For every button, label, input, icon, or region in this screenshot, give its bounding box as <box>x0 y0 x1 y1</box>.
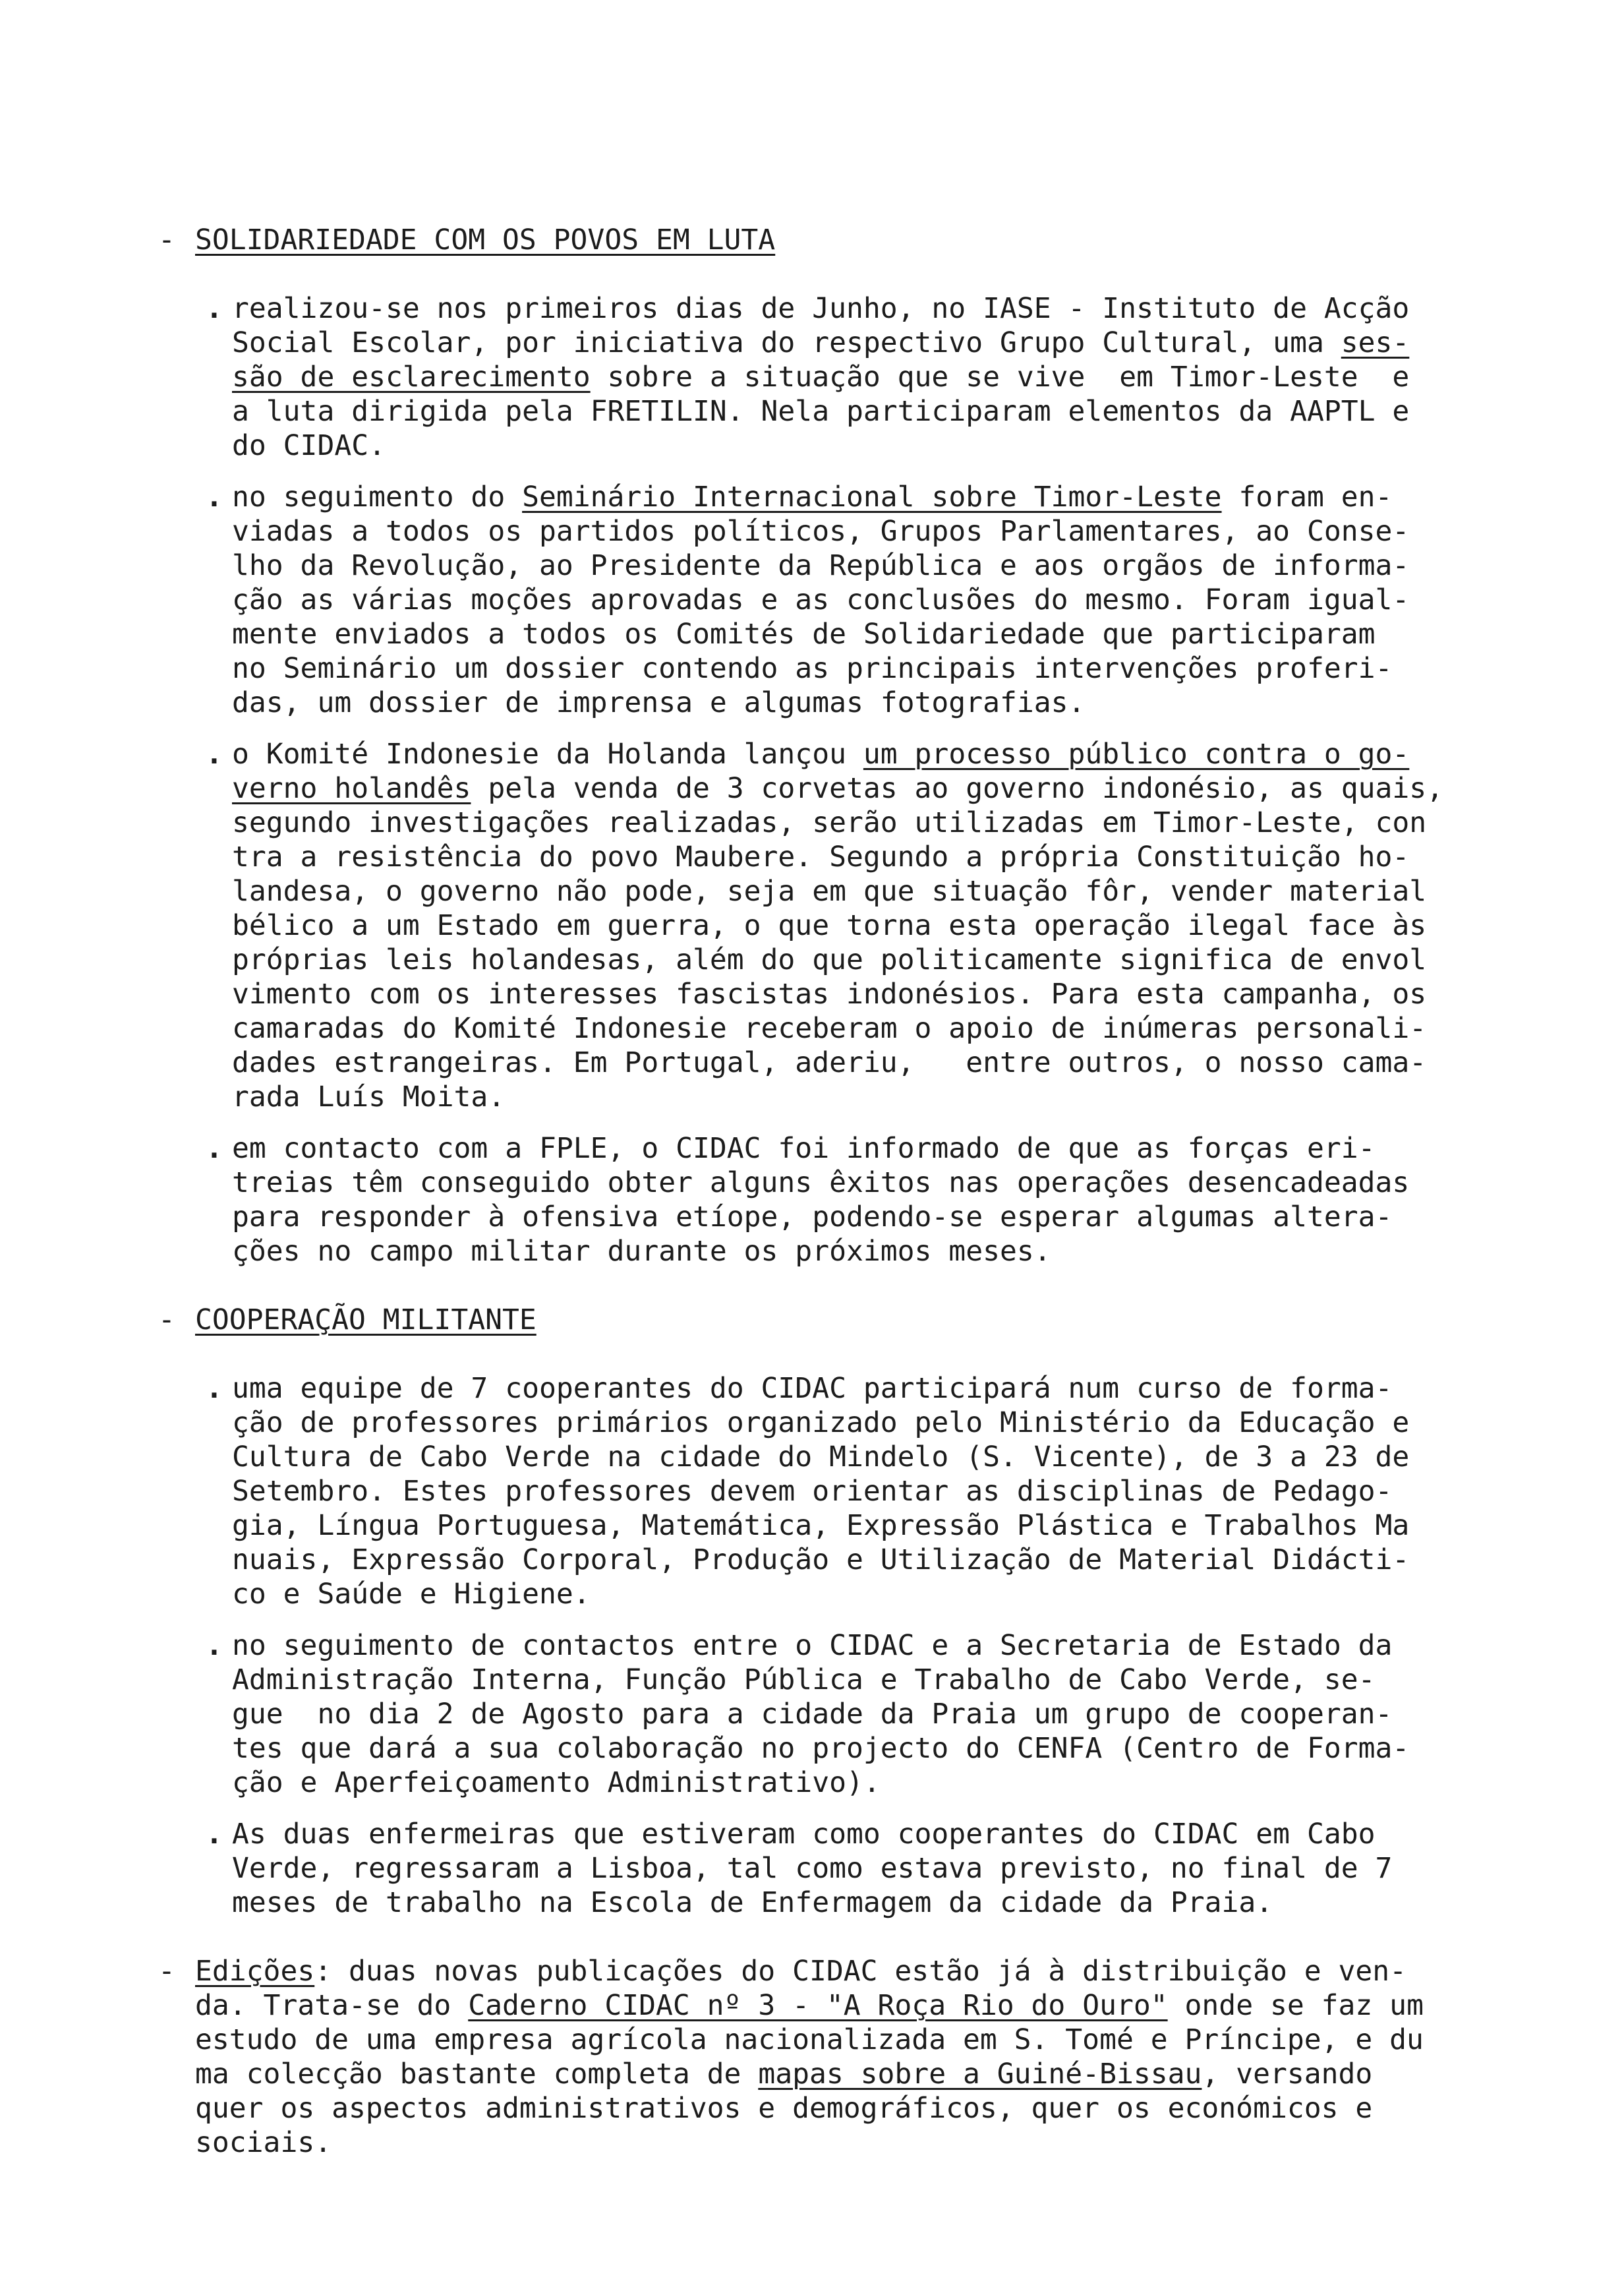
underlined-span: Edições <box>195 1955 315 1988</box>
section-title <box>195 1303 536 1337</box>
section-title <box>195 223 775 257</box>
text-span: Social Escolar, por iniciativa do respectivo Grupo Cultural, uma <box>232 326 1341 359</box>
text-line: sociais. <box>195 2126 332 2159</box>
bullet: . <box>206 1132 223 1165</box>
bullet: . <box>206 1629 223 1662</box>
text-line: ção e Aperfeiçoamento Administrativo). <box>232 1766 881 1799</box>
text-line: vimento com os interesses fascistas indonésios. Para esta campanha, os <box>232 978 1427 1011</box>
text-line: nuais, Expressão Corporal, Produção e Utilização de Material Didácti- <box>232 1543 1410 1576</box>
text-line: para responder à ofensiva etíope, podendo-se esperar algumas altera- <box>232 1201 1393 1234</box>
text-line <box>195 2057 1372 2091</box>
bullet: . <box>206 1372 223 1405</box>
section-title-text: COOPERAÇÃO MILITANTE <box>195 1303 536 1336</box>
text-line: Verde, regressaram a Lisboa, tal como estava previsto, no final de 7 <box>232 1852 1393 1885</box>
text-line <box>232 771 1443 806</box>
text-line: landesa, o governo não pode, seja em que situação fôr, vender material <box>232 875 1427 908</box>
underlined-span: são de esclarecimento <box>232 361 591 394</box>
text-line <box>232 737 1409 771</box>
text-line: gue no dia 2 de Agosto para a cidade da Praia um grupo de cooperan- <box>232 1698 1393 1731</box>
text-span: : duas novas publicações do CIDAC estão já à distribuição e ven- <box>314 1955 1407 1988</box>
text-line: mente enviados a todos os Comités de Solidariedade que participaram <box>232 618 1376 651</box>
text-line: bélico a um Estado em guerra, o que torna esta operação ilegal face às <box>232 909 1427 942</box>
text-line <box>232 360 1409 394</box>
text-span: da. Trata-se do <box>195 1989 469 2022</box>
text-line: Cultura de Cabo Verde na cidade do Mindelo (S. Vicente), de 3 a 23 de <box>232 1441 1410 1473</box>
text-line: tes que dará a sua colaboração no projecto do CENFA (Centro de Forma- <box>232 1732 1410 1765</box>
underlined-span: verno holandês <box>232 772 471 805</box>
text-line: no seguimento de contactos entre o CIDAC e a Secretaria de Estado da <box>232 1629 1393 1662</box>
bullet: . <box>206 1818 223 1851</box>
text-line: ção de professores primários organizado pelo Ministério da Educação e <box>232 1406 1410 1439</box>
underlined-span: mapas sobre a Guiné-Bissau <box>758 2058 1202 2091</box>
text-span: no seguimento do <box>232 481 523 514</box>
underlined-span: Seminário Internacional sobre Timor-Leste <box>522 481 1222 514</box>
text-line: próprias leis holandesas, além do que politicamente significa de envol <box>232 943 1427 976</box>
text-line: meses de trabalho na Escola de Enfermagem da cidade da Praia. <box>232 1886 1273 1919</box>
text-line: das, um dossier de imprensa e algumas fotografias. <box>232 686 1086 719</box>
text-line: uma equipe de 7 cooperantes do CIDAC participará num curso de forma- <box>232 1372 1393 1405</box>
text-span: foram en- <box>1221 481 1393 514</box>
text-line: rada Luís Moita. <box>232 1081 506 1114</box>
underlined-span: um processo público contra o go- <box>863 738 1410 771</box>
underlined-span: ses- <box>1341 326 1410 359</box>
section-dash: - <box>158 1303 175 1336</box>
text-line: do CIDAC. <box>232 429 386 462</box>
text-line: segundo investigações realizadas, serão utilizadas em Timor-Leste, con <box>232 806 1427 839</box>
text-span: ma colecção bastante completa de <box>195 2058 759 2091</box>
text-line: ções no campo militar durante os próximos meses. <box>232 1235 1051 1268</box>
text-span: onde se faz um <box>1167 1989 1424 2022</box>
text-span: o Komité Indonesie da Holanda lançou <box>232 738 863 771</box>
section-dash: - <box>158 1955 175 1988</box>
underlined-span: Caderno CIDAC nº 3 - "A Roça Rio do Ouro" <box>468 1989 1168 2022</box>
text-line: viadas a todos os partidos políticos, Grupos Parlamentares, ao Conse- <box>232 515 1410 548</box>
text-span: pela venda de 3 corvetas ao governo indonésio, as quais, <box>471 772 1444 805</box>
text-line: em contacto com a FPLE, o CIDAC foi informado de que as forças eri- <box>232 1132 1376 1165</box>
bullet: . <box>206 292 223 325</box>
text-line <box>232 480 1392 514</box>
text-line: As duas enfermeiras que estiveram como cooperantes do CIDAC em Cabo <box>232 1818 1376 1851</box>
text-line: a luta dirigida pela FRETILIN. Nela participaram elementos da AAPTL e <box>232 395 1410 428</box>
section-title-text: SOLIDARIEDADE COM OS POVOS EM LUTA <box>195 223 776 256</box>
bullet: . <box>206 481 223 514</box>
text-line: gia, Língua Portuguesa, Matemática, Expressão Plástica e Trabalhos Ma <box>232 1509 1410 1542</box>
text-line: lho da Revolução, ao Presidente da República e aos orgãos de informa- <box>232 549 1410 582</box>
text-line: dades estrangeiras. Em Portugal, aderiu, entre outros, o nosso cama- <box>232 1046 1427 1079</box>
section-dash: - <box>158 223 175 256</box>
text-line: realizou-se nos primeiros dias de Junho, no IASE - Instituto de Acção <box>232 292 1410 325</box>
text-span: , versando <box>1202 2058 1373 2091</box>
text-line <box>195 1954 1406 1988</box>
text-line: quer os aspectos administrativos e demográficos, quer os económicos e <box>195 2092 1373 2125</box>
bullet: . <box>206 738 223 771</box>
text-line: ção as várias moções aprovadas e as conclusões do mesmo. Foram igual- <box>232 583 1410 616</box>
text-line <box>232 326 1409 360</box>
text-span: sobre a situação que se vive em Timor-Leste e <box>590 361 1410 394</box>
text-line: camaradas do Komité Indonesie receberam o apoio de inúmeras personali- <box>232 1012 1427 1045</box>
text-line: no Seminário um dossier contendo as principais intervenções proferi- <box>232 652 1393 685</box>
text-line: Setembro. Estes professores devem orientar as disciplinas de Pedago- <box>232 1475 1393 1508</box>
text-line: estudo de uma empresa agrícola nacionalizada em S. Tomé e Príncipe, e du <box>195 2023 1424 2056</box>
text-line: treias têm conseguido obter alguns êxitos nas operações desencadeadas <box>232 1166 1410 1199</box>
text-line: Administração Interna, Função Pública e Trabalho de Cabo Verde, se- <box>232 1663 1376 1696</box>
text-line: tra a resistência do povo Maubere. Segundo a própria Constituição ho- <box>232 841 1410 874</box>
text-line: co e Saúde e Higiene. <box>232 1578 591 1611</box>
text-line <box>195 1988 1424 2023</box>
